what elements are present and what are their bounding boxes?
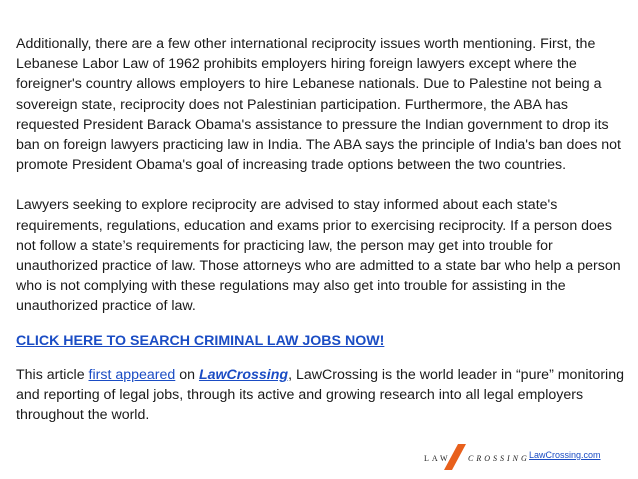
paragraph-international-reciprocity: Additionally, there are a few other international reciprocity issues worth mentioning. First, the Lebanese Labor Law of 1962 prohibits employers hiring foreign lawyers except where the foreigner's country allows employers to hire Lebanese nationals. Due to Palestine not being a sovereign state, reciprocity does not Palestinian participation. Furthermore, the ABA has requested President Barack Obama's assistance to pressure the Indian government to drop its ban on foreign lawyers practicing law in India. The ABA says the principle of India's ban does not promote President Obama's goal of increasing trade options between the two countries. xyxy=(16,36,621,174)
lawcrossing-link[interactable]: LawCrossing xyxy=(198,366,289,383)
logo-word-law: LAW xyxy=(424,454,451,463)
lawcrossing-site-link[interactable]: LawCrossing.com xyxy=(529,450,601,460)
first-appeared-link[interactable]: first appeared xyxy=(88,366,176,383)
article-body xyxy=(16,34,628,425)
logo-word-crossing: CROSSING xyxy=(468,454,530,463)
attribution-prefix: This article xyxy=(16,366,89,383)
lawcrossing-logo xyxy=(424,444,530,468)
attribution-paragraph xyxy=(16,365,628,426)
paragraph-reciprocity-advice: Lawyers seeking to explore reciprocity are advised to stay informed about each state's requirements, regulations, education and exams prior to exercising reciprocity. If a person does not follow a state’s requirements for practicing law, the person may get into trouble for unauthorized practice of law. Those attorneys who are admitted to a state bar who help a person who is not complying with these regulations may also get into trouble for assisting in the unauthorized practice of law. xyxy=(16,197,621,315)
crossing-slash-icon xyxy=(444,444,466,470)
search-criminal-law-jobs-link[interactable]: CLICK HERE TO SEARCH CRIMINAL LAW JOBS NOW! xyxy=(16,332,385,349)
footer xyxy=(0,440,638,479)
attribution-middle: on xyxy=(175,366,199,383)
attribution-suffix: , LawCrossing is the world leader in “pure” monitoring and reporting of legal jobs, through its active and growing research into all legal employers throughout the world. xyxy=(16,366,624,424)
